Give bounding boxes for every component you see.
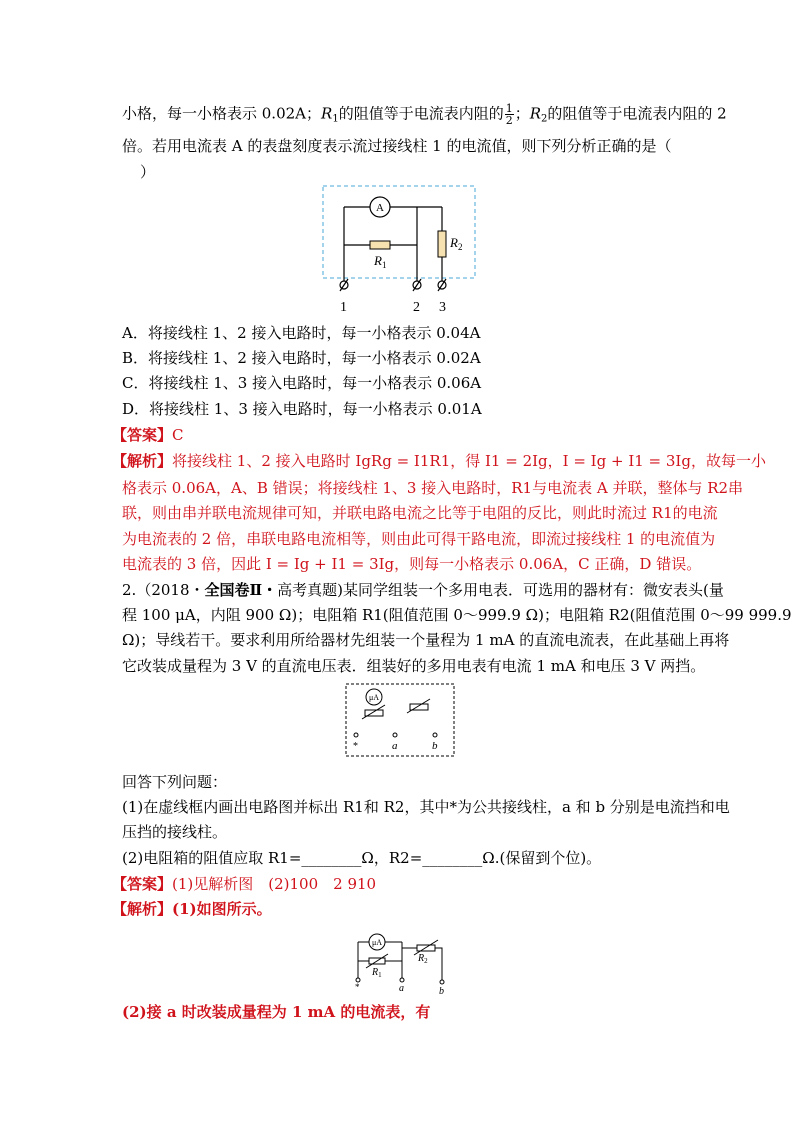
answer-star-label: * xyxy=(355,982,360,992)
q1-answer: 【答案】C xyxy=(112,426,184,444)
microammeter-label: μA xyxy=(368,693,380,702)
q1-analysis-line2: 格表示 0.06A，A、B 错误；将接线柱 1、3 接入电路时，R1与电流表 A 并联，整体与 R2串 xyxy=(122,479,744,497)
q2-stem-line3: Ω)；导线若干。要求利用所给器材先组装一个量程为 1 mA 的直流电流表，在此基础上再将 xyxy=(122,631,730,649)
q2-analysis: 【解析】(1)如图所示。 xyxy=(112,900,272,918)
q2-prompt: 回答下列问题： xyxy=(122,773,228,791)
star-terminal-label: * xyxy=(353,741,358,752)
q1-intro-line3: ） xyxy=(140,163,156,181)
q2-sub2: (2)电阻箱的阻值应取 R1=________Ω，R2=________Ω.(保留到个位)。 xyxy=(122,849,602,867)
q2-sub1-line2: 压挡的接线柱。 xyxy=(122,823,228,841)
q2-component-diagram xyxy=(345,683,457,759)
answer-b-label: b xyxy=(439,986,444,997)
q2-stem-line4: 它改装成量程为 3 V 的直流电压表．组装好的多用电表有电流 1 mA 和电压 3 V 两挡。 xyxy=(122,657,706,675)
q2-answer: 【答案】(1)见解析图 (2)100 2 910 xyxy=(112,875,377,893)
answer-r2-label: $R_2$ xyxy=(418,953,428,965)
b-terminal-label: b xyxy=(432,740,438,752)
r1-label: $R_1$ xyxy=(374,253,387,270)
q1-analysis-line3: 联，则由串并联电流规律可知，并联电路电流之比等于电阻的反比，则此时流过 R1的电流 xyxy=(122,504,718,522)
q1-analysis-line5: 电流表的 3 倍，因此 I = Ig + I1 = 3Ig，则每一小格表示 0.06A，C 正确，D 错误。 xyxy=(122,555,702,573)
q2-stem-line2: 程 100 μA，内阻 900 Ω)；电阻箱 R1(阻值范围 0～999.9 Ω)；电阻箱 R2(阻值范围 0～99 999.9 xyxy=(122,606,792,624)
r2-label: $R_2$ xyxy=(450,235,463,252)
q2-stem-line1: 2.（2018・全国卷Ⅱ・高考真题)某同学组装一个多用电表．可选用的器材有：微安表头(量 xyxy=(122,581,724,599)
answer-r1-label: $R_1$ xyxy=(372,967,382,979)
q2-analysis-part2: (2)接 a 时改装成量程为 1 mA 的电流表，有 xyxy=(122,1003,431,1021)
answer-a-label: a xyxy=(399,983,404,994)
ammeter-label: A xyxy=(376,202,384,214)
option-b: B．将接线柱 1、2 接入电路时，每一小格表示 0.02A xyxy=(122,349,481,367)
option-c: C．将接线柱 1、3 接入电路时，每一小格表示 0.06A xyxy=(122,374,482,392)
q1-intro-line2: 倍。若用电流表 A 的表盘刻度表示流过接线柱 1 的电流值，则下列分析正确的是（ xyxy=(122,137,672,155)
q1-circuit-diagram xyxy=(322,185,482,320)
option-a: A．将接线柱 1、2 接入电路时，每一小格表示 0.04A xyxy=(122,324,481,342)
terminal-2-label: 2 xyxy=(413,300,420,315)
terminal-3-label: 3 xyxy=(439,300,446,315)
terminal-1-label: 1 xyxy=(340,300,347,315)
a-terminal-label: a xyxy=(392,740,398,752)
q1-analysis-line1: 【解析】将接线柱 1、2 接入电路时 IgRg = I1R1，得 I1 = 2Ig，I = Ig + I1 = 3Ig，故每一小 xyxy=(112,452,766,470)
q2-sub1-line1: (1)在虚线框内画出电路图并标出 R1和 R2，其中*为公共接线柱，a 和 b 分别是电流挡和电 xyxy=(122,798,730,816)
terminal-posts xyxy=(340,279,446,291)
q2-answer-circuit xyxy=(352,928,452,996)
q1-intro-line1: 小格，每一小格表示 0.02A；$R_1$的阻值等于电流表内阻的 $\frac{1}{2}$ ；$R_2$的阻值等于电流表内阻的 2 xyxy=(122,102,727,127)
q1-analysis-line4: 为电流表的 2 倍，串联电路电流相等，则由此可得干路电流，即流过接线柱 1 的电流值为 xyxy=(122,530,716,548)
fraction-one-half: $\frac{1}{2}$ xyxy=(505,102,513,127)
answer-microammeter-label: μA xyxy=(371,938,383,947)
option-d: D．将接线柱 1、3 接入电路时，每一小格表示 0.01A xyxy=(122,400,482,418)
